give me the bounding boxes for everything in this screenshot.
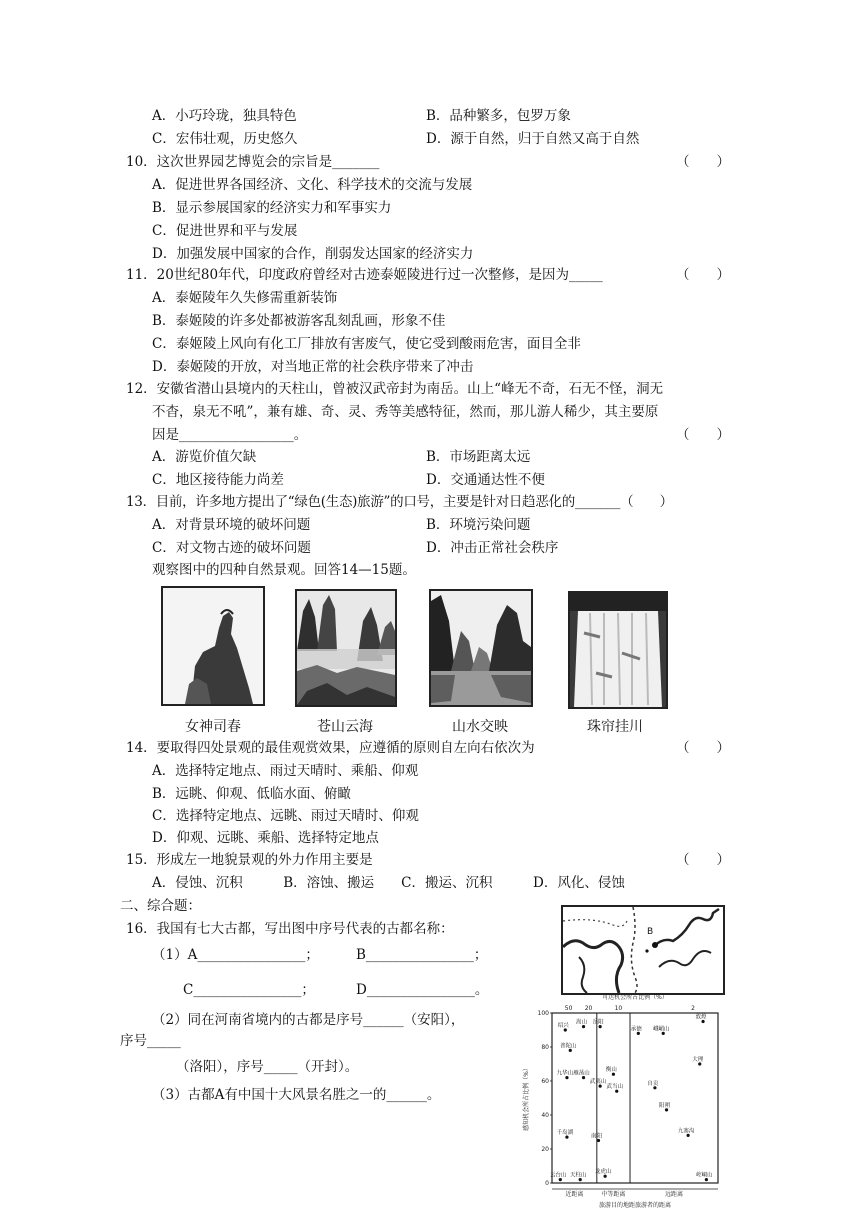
q13-option-b: B．环境污染问题 <box>426 517 531 533</box>
chart-point-label: 大理 <box>692 1057 704 1063</box>
q11-stem: 11．20世纪80年代，印度政府曾经对古迹泰姬陵进行过一次整修，是因为_____ <box>126 267 603 283</box>
q12-line-2: 不杳，泉无不吼”，兼有雄、奇、灵、秀等美感特征，然而，那儿游人稀少，其主要原 <box>152 404 659 420</box>
photo-caption-1: 女神司春 <box>185 719 241 735</box>
chart-y-tick-label: 60 <box>541 1078 549 1085</box>
q13-stem: 13．目前，许多地方提出了“绿色(生态)旅游”的口号，主要是针对日趋恶化的_______（ ） <box>126 494 673 510</box>
q14-option-c: C．选择特定地点、远眺、雨过天晴时、仰观 <box>152 808 419 824</box>
q12-line-3: 因是_________________。 <box>152 427 308 443</box>
q11-answer-paren: （ ） <box>676 267 730 283</box>
chart-top-tick-label: 20 <box>584 1005 593 1012</box>
q16-part1-a: （1）A________________； <box>152 947 319 963</box>
q12-option-a: A．游览价值欠缺 <box>152 449 257 465</box>
q11-option-a: A．泰姬陵年久失修需重新装饰 <box>152 290 338 306</box>
chart-point-label: 绍兴 <box>557 1023 569 1029</box>
chart-point-label: 千岛湖 <box>556 1130 574 1137</box>
chart-top-tick-label: 2 <box>691 1005 696 1012</box>
q9-option-c: C．宏伟壮观，历史悠久 <box>152 131 298 147</box>
q16-part2-line3: （洛阳），序号_____（开封）。 <box>176 1059 359 1075</box>
chart-zone-label: 中等距离 <box>601 1191 626 1198</box>
chart-point-label: 敦煌 <box>695 1014 707 1021</box>
map-label-b: B <box>647 927 654 937</box>
q16-stem: 16．我国有七大古都，写出图中序号代表的古都名称： <box>126 921 454 937</box>
chart-point-label: 九华山 <box>556 1070 574 1077</box>
waterfall-photo <box>568 591 668 709</box>
q11-option-c: C．泰姬陵上风向有化工厂排放有害废气，使它受到酸雨危害，面目全非 <box>152 336 581 352</box>
chart-top-tick-label: 10 <box>614 1005 623 1012</box>
q12-option-d: D．交通通达性不便 <box>426 472 545 488</box>
chart-point-label: 峨嵋山 <box>652 1026 670 1033</box>
q9-option-b: B．品种繁多，包罗万象 <box>426 108 571 124</box>
chart-top-tick-label: 50 <box>564 1005 573 1012</box>
q14-answer-paren: （ ） <box>676 740 730 756</box>
q11-option-d: D．泰姬陵的开放，对当地正常的社会秩序带来了冲击 <box>152 359 474 375</box>
chart-y-tick-label: 20 <box>541 1146 549 1153</box>
q13-option-d: D．冲击正常社会秩序 <box>426 540 559 556</box>
q13-option-c: C．对文物古迹的破坏问题 <box>152 540 311 556</box>
chart-y-tick-label: 40 <box>541 1112 549 1119</box>
cloud-sea-photo <box>295 589 397 707</box>
q16-part2-line2: 序号_____ <box>120 1033 181 1049</box>
chart-zone-label: 近距离 <box>565 1191 584 1198</box>
q16-part1-c: C________________； <box>183 982 315 998</box>
q15-options: A．侵蚀、沉积 B．溶蚀、搬运 C．搬运、沉积 D．风化、侵蚀 <box>152 875 625 891</box>
chart-point-label: 武夷山 <box>589 1079 607 1086</box>
chart-y-tick-label: 0 <box>545 1180 549 1187</box>
q12-option-c: C．地区接待能力尚差 <box>152 472 284 488</box>
q10-option-c: C．促进世界和平与发展 <box>152 223 298 239</box>
chart-point-label: 嵩山 <box>576 1019 588 1026</box>
q10-option-b: B．显示参展国家的经济实力和军事实力 <box>152 200 392 216</box>
chart-point-label: 岳阳 <box>592 1019 604 1026</box>
chart-point-label: 普陀山 <box>560 1043 577 1050</box>
chart-point-label: 武当山 <box>606 1084 623 1091</box>
chart-y-axis-label: 感知机会所占比例（%） <box>523 1065 530 1131</box>
q12-answer-paren: （ ） <box>676 427 730 443</box>
tourism-perception-chart <box>516 989 746 1214</box>
chart-plot-frame <box>552 1013 718 1183</box>
chart-y-tick-label: 100 <box>537 1010 549 1017</box>
chart-point-label: 阳朔 <box>659 1102 671 1109</box>
photos-intro: 观察图中的四种自然景观。回答14—15题。 <box>152 562 416 578</box>
chart-point-label: 云台山 <box>550 1172 567 1179</box>
q15-stem: 15．形成左一地貌景观的外力作用主要是 <box>126 852 373 868</box>
chart-point-label: 承德 <box>630 1026 642 1033</box>
chart-point-label: 南阳 <box>590 1133 602 1140</box>
q14-option-a: A．选择特定地点、雨过天晴时、乘船、仰观 <box>152 763 419 779</box>
mountain-water-photo <box>429 589 533 707</box>
chart-y-tick-label: 80 <box>541 1044 549 1051</box>
chart-point-label: 天柱山 <box>569 1172 587 1179</box>
q15-answer-paren: （ ） <box>676 852 730 868</box>
chart-zone-label: 远距离 <box>665 1191 684 1198</box>
chart-point-label: 九寨沟 <box>677 1128 695 1135</box>
goddess-peak-photo <box>161 586 265 706</box>
q14-stem: 14．要取得四处景观的最佳观赏效果，应遵循的原则自左向右依次为 <box>126 740 535 756</box>
q10-stem: 10．这次世界园艺博览会的宗旨是_______ <box>126 154 380 170</box>
q12-option-b: B．市场距离太远 <box>426 449 531 465</box>
chart-top-axis-label: 可达机会所占比例（%） <box>602 994 668 1001</box>
q9-option-d: D．源于自然，归于自然又高于自然 <box>426 131 640 147</box>
q16-part1-b: B________________； <box>356 947 488 963</box>
q14-option-b: B．远眺、仰观、低临水面、俯瞰 <box>152 786 351 802</box>
q10-option-d: D．加强发展中国家的合作，削弱发达国家的经济实力 <box>152 246 474 262</box>
q9-option-a: A．小巧玲珑，独具特色 <box>152 108 297 124</box>
photo-caption-2: 苍山云海 <box>317 719 373 735</box>
q14-option-d: D．仰观、远眺、乘船、选择特定地点 <box>152 830 379 846</box>
ancient-capitals-map <box>561 905 725 995</box>
q11-option-b: B．泰姬陵的许多处都被游客乱刻乱画，形象不佳 <box>152 313 446 329</box>
q16-part2-line1: （2）同在河南省境内的古都是序号______（安阳）， <box>152 1012 465 1028</box>
chart-point-label: 龙虎山 <box>594 1169 612 1176</box>
q16-part1-d: D________________。 <box>356 982 489 998</box>
chart-point-label: 自贡 <box>647 1080 659 1087</box>
section-2-heading: 二、综合题： <box>120 898 201 914</box>
chart-point-label: 衡山 <box>605 1067 617 1074</box>
photo-caption-3: 山水交映 <box>452 719 508 735</box>
q16-part3: （3）古都A有中国十大风景名胜之一的______。 <box>152 1087 441 1103</box>
q12-line-1: 12．安徽省潜山县境内的天柱山，曾被汉武帝封为南岳。山上“峰无不奇，石无不怪，洞无 <box>126 381 664 397</box>
photo-caption-4: 珠帘挂川 <box>587 719 643 735</box>
q10-answer-paren: （ ） <box>676 154 730 170</box>
chart-point-label: 雁荡山 <box>573 1070 590 1077</box>
chart-x-axis-label: 旅游目的地距旅游者的距离 <box>598 1202 672 1209</box>
q13-option-a: A．对背景环境的破坏问题 <box>152 517 311 533</box>
chart-point-label: 崆峒山 <box>696 1172 713 1179</box>
q10-option-a: A．促进世界各国经济、文化、科学技术的交流与发展 <box>152 177 473 193</box>
